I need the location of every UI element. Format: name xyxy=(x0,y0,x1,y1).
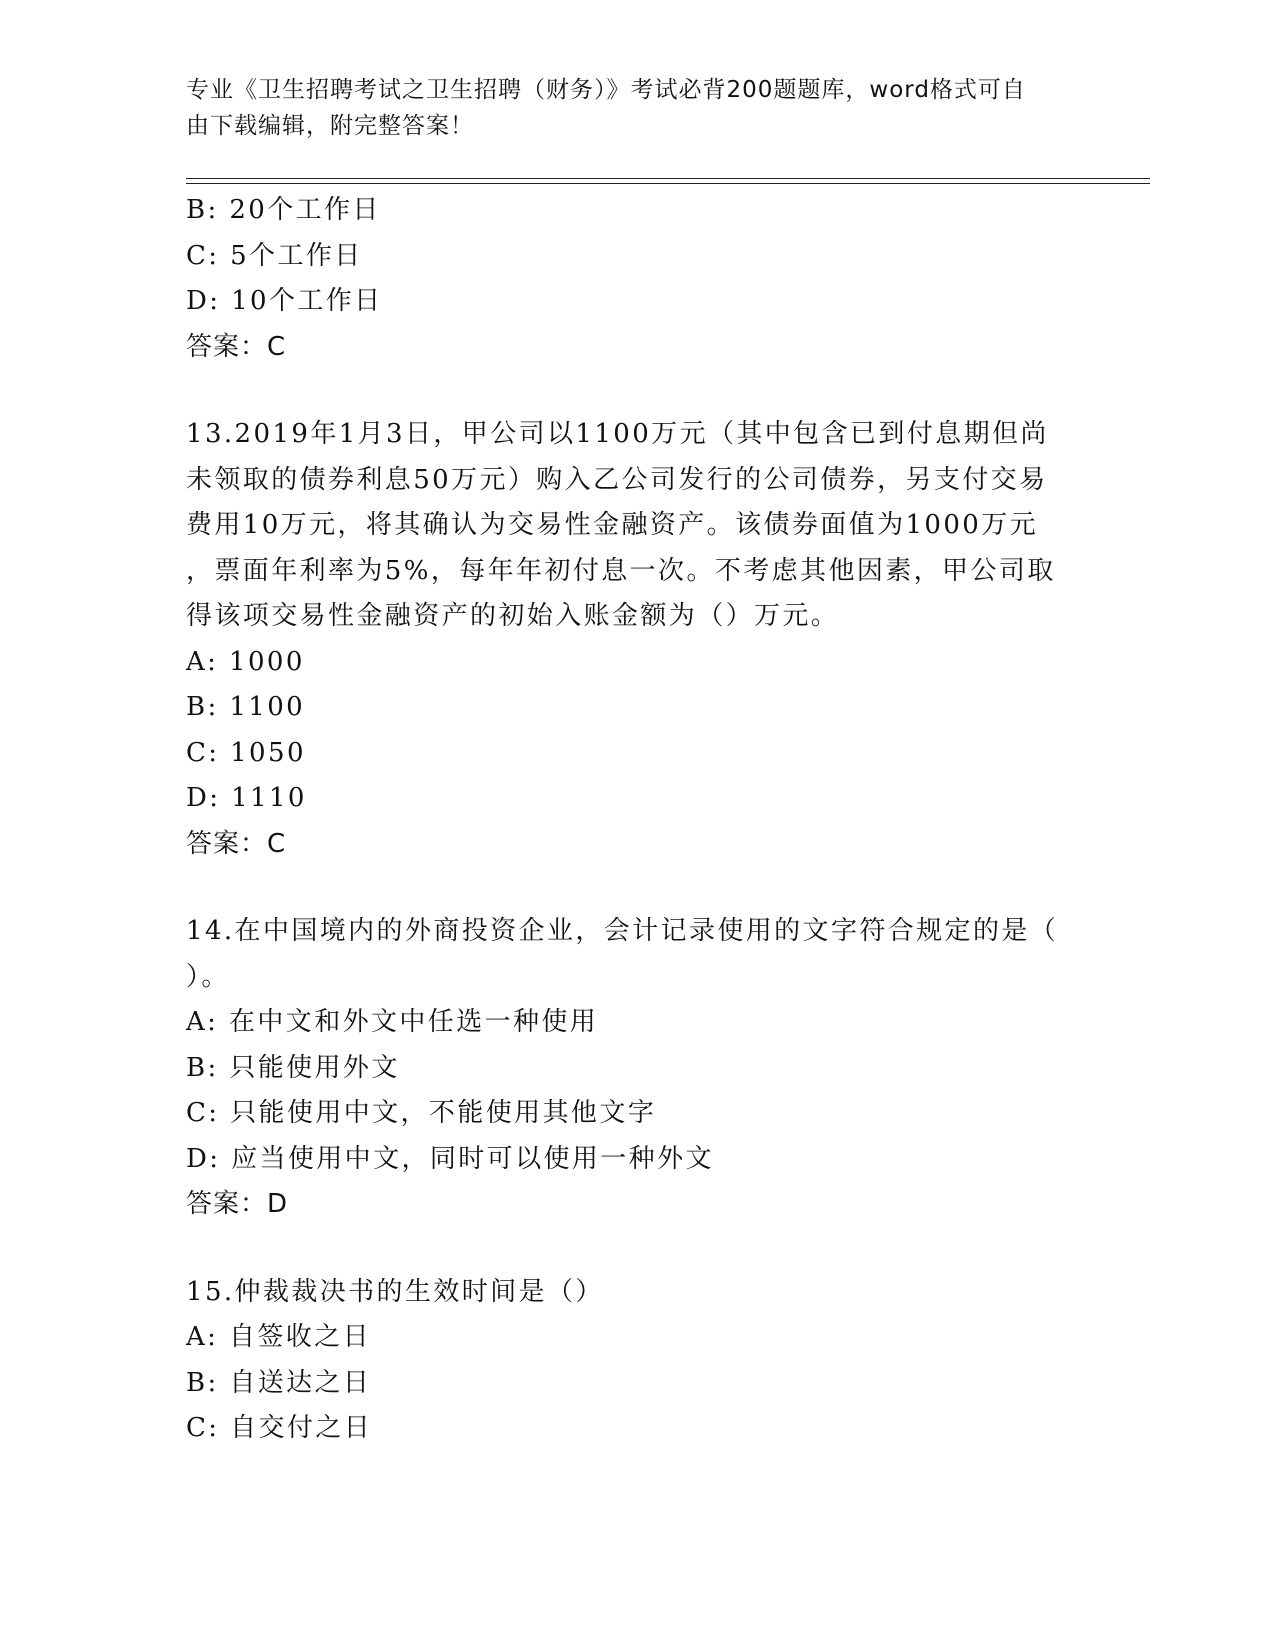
option-c: C: 自交付之日 xyxy=(186,1413,373,1443)
prev-question-block xyxy=(186,188,1086,370)
option-b: B: 1100 xyxy=(186,692,306,722)
option-c: C: 5个工作日 xyxy=(186,240,363,271)
question-14 xyxy=(186,909,1086,1228)
question-13 xyxy=(186,412,1086,867)
header-rule-top xyxy=(186,178,1150,179)
question-line: 14.在中国境内的外商投资企业，会计记录使用的文字符合规定的是（ xyxy=(186,916,1059,946)
question-line: 得该项交易性金融资产的初始入账金额为（）万元。 xyxy=(186,601,840,631)
option-b: B: 自送达之日 xyxy=(186,1367,372,1398)
document-body xyxy=(186,188,1086,1452)
question-14-text xyxy=(186,909,1086,1000)
option-c: C: 只能使用中文，不能使用其他文字 xyxy=(186,1098,657,1128)
question-15 xyxy=(186,1270,1086,1452)
option-a: A: 1000 xyxy=(186,646,305,677)
option-b: B: 只能使用外文 xyxy=(186,1052,400,1083)
answer-line: 答案：C xyxy=(186,828,287,859)
header-line-2: 由下载编辑，附完整答案！ xyxy=(186,113,474,139)
header-rule-bottom xyxy=(186,183,1150,184)
question-line: 费用10万元，将其确认为交易性金融资产。该债券面值为1000万元 xyxy=(186,510,1039,540)
option-d: D: 10个工作日 xyxy=(186,286,383,316)
option-a: A: 在中文和外文中任选一种使用 xyxy=(186,1007,599,1037)
answer-line: 答案：C xyxy=(186,331,287,362)
question-line: 未领取的债券利息50万元）购入乙公司发行的公司债券，另支付交易 xyxy=(186,464,1048,495)
question-13-text xyxy=(186,412,1086,640)
question-line: 13.2019年1月3日，甲公司以1100万元（其中包含已到付息期但尚 xyxy=(186,419,1049,449)
question-line: 15.仲裁裁决书的生效时间是（） xyxy=(186,1276,604,1307)
option-d: D: 1110 xyxy=(186,783,307,813)
answer-line: 答案：D xyxy=(186,1189,289,1219)
option-a: A: 自签收之日 xyxy=(186,1322,372,1352)
option-d: D: 应当使用中文，同时可以使用一种外文 xyxy=(186,1143,714,1174)
header-line-1: 专业《卫生招聘考试之卫生招聘（财务）》考试必背200题题库，word格式可自 xyxy=(186,77,1026,103)
option-c: C: 1050 xyxy=(186,737,306,768)
question-15-text xyxy=(186,1270,1086,1316)
document-header xyxy=(186,72,1066,144)
question-line: ）。 xyxy=(186,961,230,992)
option-b: B: 20个工作日 xyxy=(186,195,381,225)
question-line: ，票面年利率为5%，每年年初付息一次。不考虑其他因素，甲公司取 xyxy=(186,555,1056,586)
